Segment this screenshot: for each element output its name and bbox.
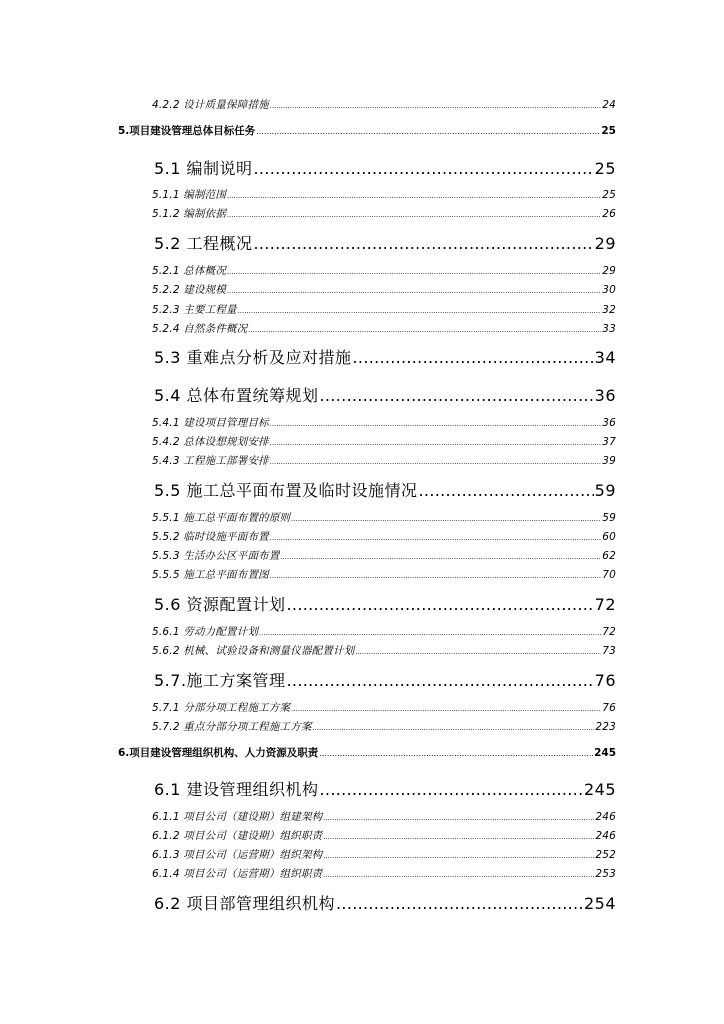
toc-entry-5-6-2[interactable] [152,643,616,658]
toc-page-number: 76 [594,671,616,690]
toc-page-number: 25 [602,189,616,201]
toc-entry-title: 5.5.2 临时设施平面布置 [152,531,269,543]
toc-dot-leader [248,326,601,334]
toc-entry-6-1-3[interactable] [152,847,616,862]
toc-entry-5-6[interactable] [154,592,616,615]
toc-dot-leader [238,307,601,315]
toc-entry-5-5-2[interactable] [152,529,616,544]
toc-entry-4-2-2[interactable] [152,97,616,112]
toc-entry-title: 5.2.2 建设规模 [152,284,227,296]
toc-entry-5-7-1[interactable] [152,700,616,715]
toc-dot-leader [256,127,600,136]
toc-entry-title: 5.2.1 总体概况 [152,265,227,277]
toc-dot-leader [227,192,601,200]
toc-dot-leader [323,852,594,860]
toc-entry-title: 5.1.2 编制依据 [152,208,227,220]
toc-entry-5-1[interactable] [154,156,616,179]
toc-entry-5-5-1[interactable] [152,510,616,525]
toc-entry-title: 5.5.5 施工总平面布置图 [152,569,269,581]
toc-entry-title: 4.2.2 设计质量保障措施 [152,99,269,111]
toc-entry-title: 5.7.施工方案管理 [154,671,286,690]
toc-entry-title: 6.2 项目部管理组织机构 [154,894,336,913]
toc-entry-title: 6.1.2 项目公司（建设期）组织职责 [152,830,323,842]
toc-entry-6-1-1[interactable] [152,809,616,824]
toc-entry-6-1-4[interactable] [152,866,616,881]
toc-dot-leader [353,348,594,367]
toc-page-number: 39 [602,455,616,467]
toc-entry-title: 5.5 施工总平面布置及临时设施情况 [154,481,418,500]
toc-dot-leader [259,629,601,637]
toc-page-number: 73 [602,645,616,657]
toc-entry-6-1[interactable] [154,777,616,800]
toc-page-number: 29 [594,234,616,253]
toc-page-number: 246 [595,830,616,842]
toc-page-number: 254 [583,894,616,913]
toc-page-number: 59 [602,512,616,524]
toc-entry-6-1-2[interactable] [152,828,616,843]
toc-entry-5-2-1[interactable] [152,263,616,278]
toc-entry-title: 6.1 建设管理组织机构 [154,780,319,799]
toc-dot-leader [287,671,594,690]
toc-page-number: 72 [602,626,616,638]
toc-entry-title: 5.4.1 建设项目管理目标 [152,417,269,429]
toc-dot-leader [254,159,594,178]
toc-page-number: 253 [595,868,616,880]
toc-entry-title: 5.6.1 劳动力配置计划 [152,626,259,638]
toc-entry-title: 5.6 资源配置计划 [154,595,286,614]
toc-entry-title: 5.1 编制说明 [154,159,253,178]
toc-entry-5-6-1[interactable] [152,624,616,639]
toc-entry-title: 5.7.2 重点分部分项工程施工方案 [152,721,312,733]
toc-entry-title: 5.3 重难点分析及应对措施 [154,348,352,367]
toc-entry-5-3[interactable] [154,345,616,368]
toc-page-number: 30 [602,284,616,296]
toc-dot-leader [336,894,583,913]
toc-entry-5-1-1[interactable] [152,187,616,202]
toc-dot-leader [287,595,594,614]
toc-entry-5-5-5[interactable] [152,567,616,582]
toc-page-number: 29 [602,265,616,277]
toc-entry-6-2[interactable] [154,891,616,914]
toc-entry-title: 5.2.3 主要工程量 [152,304,237,316]
toc-page-number: 245 [583,780,616,799]
toc-entry-5-4-1[interactable] [152,415,616,430]
toc-entry-5-2-4[interactable] [152,321,616,336]
toc-dot-leader [270,439,601,447]
toc-dot-leader [355,648,601,656]
toc-entry-title: 5.4.2 总体设想规划安排 [152,436,269,448]
toc-page-number: 245 [594,747,616,759]
toc-page-number: 36 [602,417,616,429]
toc-dot-leader [270,572,601,580]
toc-entry-5-2-2[interactable] [152,282,616,297]
toc-entry-5-2[interactable] [154,231,616,254]
toc-entry-5-7-2[interactable] [152,719,616,734]
toc-entry-title: 5.5.1 施工总平面布置的原则 [152,512,291,524]
toc-page-number: 70 [602,569,616,581]
toc-dot-leader [227,287,601,295]
toc-entry-5-4[interactable] [154,383,616,406]
toc-page-number: 60 [602,531,616,543]
toc-dot-leader [270,458,601,466]
toc-page-number: 26 [602,208,616,220]
toc-page-number: 24 [602,99,616,111]
toc-entry-title: 5.4 总体布置统筹规划 [154,386,319,405]
toc-entry-5-5-3[interactable] [152,548,616,563]
toc-entry-title: 6.1.1 项目公司（建设期）组建架构 [152,811,323,823]
toc-dot-leader [291,515,601,523]
toc-dot-leader [291,705,601,713]
toc-dot-leader [319,749,593,758]
toc-dot-leader [323,871,594,879]
toc-page-number: 59 [594,481,616,500]
toc-dot-leader [320,386,594,405]
toc-dot-leader [320,780,583,799]
toc-dot-leader [419,481,594,500]
toc-entry-5-5[interactable] [154,478,616,501]
toc-entry-5-4-3[interactable] [152,453,616,468]
toc-entry-chapter-5[interactable] [118,123,616,138]
toc-dot-leader [323,833,594,841]
toc-page-number: 34 [594,348,616,367]
toc-page-number: 33 [602,323,616,335]
toc-entry-title: 5.2 工程概况 [154,234,253,253]
toc-entry-title: 6.项目建设管理组织机构、人力资源及职责 [118,747,319,759]
toc-page-number: 62 [602,550,616,562]
toc-page-number: 25 [594,159,616,178]
toc-page-number: 37 [602,436,616,448]
toc-entry-5-7[interactable] [154,668,616,691]
toc-dot-leader [270,420,601,428]
toc-entry-5-2-3[interactable] [152,302,616,317]
toc-entry-title: 5.2.4 自然条件概况 [152,323,248,335]
toc-entry-title: 6.1.3 项目公司（运营期）组织架构 [152,849,323,861]
toc-dot-leader [227,268,601,276]
toc-dot-leader [227,211,601,219]
toc-page-number: 246 [595,811,616,823]
toc-dot-leader [254,234,594,253]
toc-entry-title: 5.5.3 生活办公区平面布置 [152,550,280,562]
toc-entry-title: 5.6.2 机械、试验设备和测量仪器配置计划 [152,645,355,657]
toc-entry-chapter-6[interactable] [118,745,616,760]
toc-dot-leader [313,724,595,732]
toc-entry-5-1-2[interactable] [152,206,616,221]
toc-dot-leader [270,534,601,542]
toc-page-number: 36 [594,386,616,405]
toc-dot-leader [323,814,594,822]
toc-entry-title: 5.项目建设管理总体目标任务 [118,125,256,137]
toc-page-number: 223 [595,721,616,733]
toc-entry-title: 5.4.3 工程施工部署安排 [152,455,269,467]
toc-page-number: 76 [602,702,616,714]
toc-page-number: 32 [602,304,616,316]
toc-entry-title: 5.7.1 分部分项工程施工方案 [152,702,291,714]
toc-entry-title: 6.1.4 项目公司（运营期）组织职责 [152,868,323,880]
toc-entry-title: 5.1.1 编制范围 [152,189,227,201]
toc-page-number: 252 [595,849,616,861]
toc-dot-leader [270,102,601,110]
toc-dot-leader [281,553,602,561]
toc-entry-5-4-2[interactable] [152,434,616,449]
toc-page-number: 72 [594,595,616,614]
toc-page-number: 25 [601,125,616,137]
